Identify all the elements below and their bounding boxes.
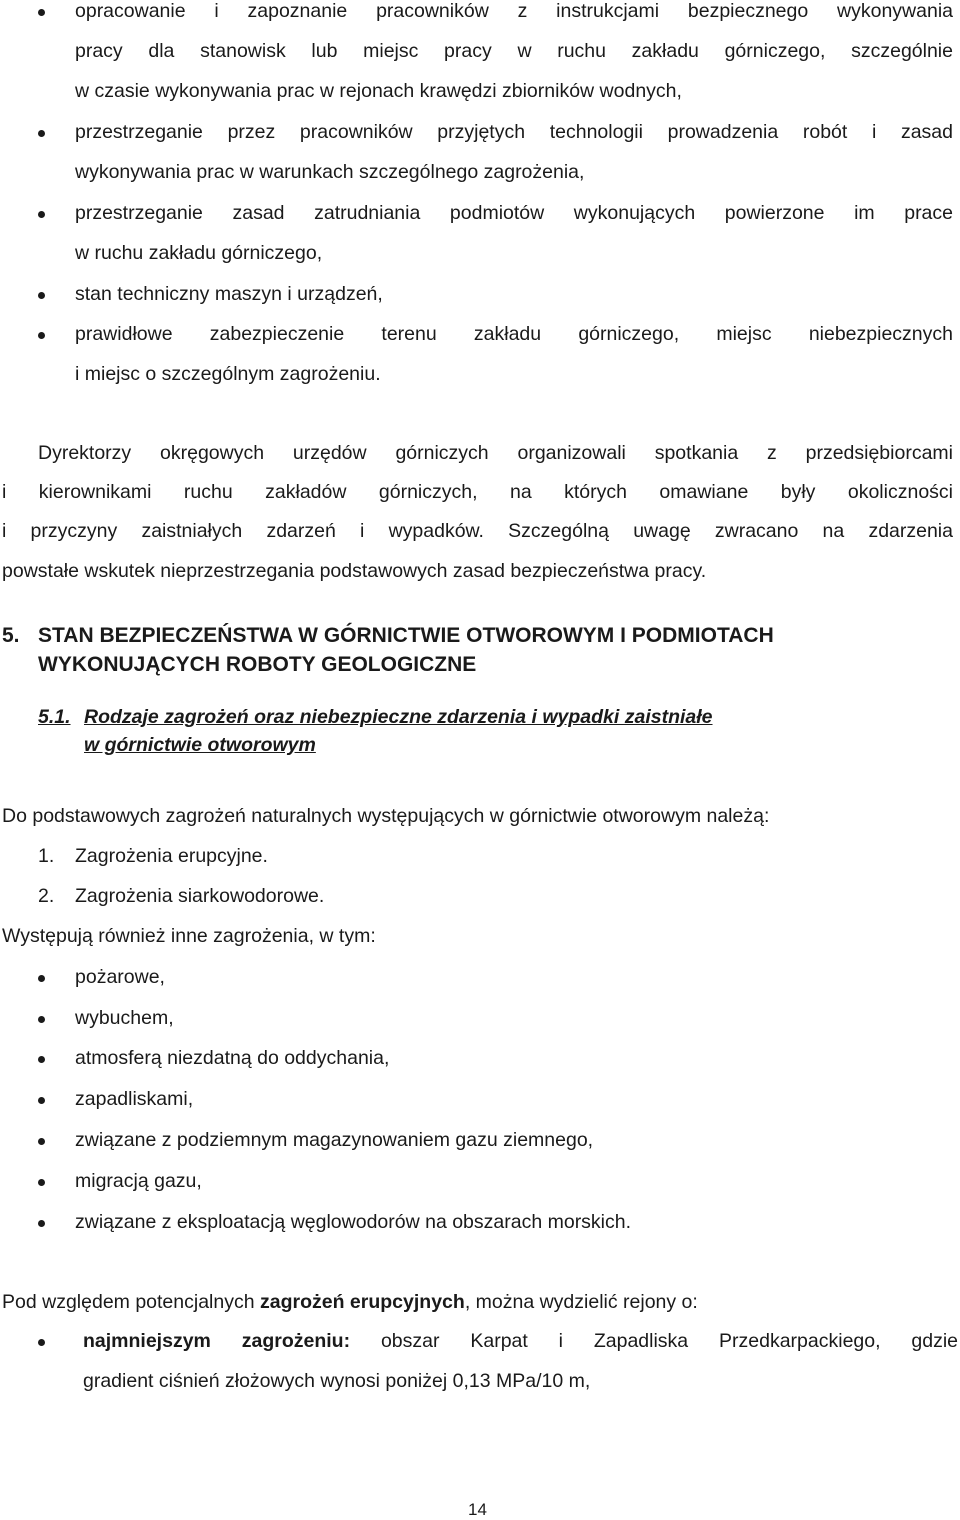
list-item-line: wykonywania prac w warunkach szczególnego zagrożenia, — [75, 161, 585, 183]
eruptive-bullet-rest: obszar Karpat i Zapadliska Przedkarpackiego, gdzie — [350, 1330, 959, 1352]
bullet-icon — [38, 1138, 45, 1145]
list-item-line: pracy dla stanowisk lub miejsc pracy w ruchu zakładu górniczego, szczególnie — [75, 40, 953, 62]
list-item: migracją gazu, — [75, 1170, 202, 1192]
bullet-icon — [38, 1220, 45, 1227]
eruptive-bullet-line: gradient ciśnień złożowych wynosi poniżej 0,13 MPa/10 m, — [83, 1370, 591, 1392]
bullet-icon — [38, 211, 45, 218]
list-item-line: w czasie wykonywania prac w rejonach krawędzi zbiorników wodnych, — [75, 80, 682, 102]
paragraph-line: i kierownikami ruchu zakładów górniczych, na których omawiane były okoliczności — [2, 481, 953, 503]
eruptive-intro-bold: zagrożeń erupcyjnych — [260, 1291, 465, 1313]
list-item-line: przestrzeganie zasad zatrudniania podmiotów wykonujących powierzone im prace — [75, 202, 953, 224]
list-item-text: Zagrożenia erupcyjne. — [75, 845, 268, 867]
list-item-line: przestrzeganie przez pracowników przyjętych technologii prowadzenia robót i zasad — [75, 121, 953, 143]
list-item: wybuchem, — [75, 1007, 174, 1029]
page-number: 14 — [468, 1500, 487, 1519]
eruptive-bullet-line — [83, 1330, 958, 1353]
list-item-text: Zagrożenia siarkowodorowe. — [75, 885, 325, 907]
subsection-number: 5.1. — [38, 706, 71, 728]
bullet-icon — [38, 1179, 45, 1186]
bullet-icon — [38, 130, 45, 137]
list-number: 2. — [38, 885, 55, 907]
list-item-line: stan techniczny maszyn i urządzeń, — [75, 283, 383, 305]
list-item: pożarowe, — [75, 966, 165, 988]
eruptive-bullet-bold: najmniejszym zagrożeniu: — [83, 1330, 351, 1352]
list-item: związane z eksploatacją węglowodorów na obszarach morskich. — [75, 1211, 632, 1233]
natural-hazards-intro: Do podstawowych zagrożeń naturalnych występujących w górnictwie otworowym należą: — [2, 805, 770, 827]
section-number: 5. — [2, 624, 20, 647]
list-item-line: prawidłowe zabezpieczenie terenu zakładu górniczego, miejsc niebezpiecznych — [75, 323, 953, 345]
list-item-line: w ruchu zakładu górniczego, — [75, 242, 323, 264]
bullet-icon — [38, 292, 45, 299]
paragraph-line: i przyczyny zaistniałych zdarzeń i wypadków. Szczególną uwagę zwracano na zdarzenia — [2, 520, 953, 542]
list-item-line: i miejsc o szczególnym zagrożeniu. — [75, 363, 381, 385]
eruptive-intro-after: , można wydzielić rejony o: — [464, 1291, 698, 1313]
section-title-line: WYKONUJĄCYCH ROBOTY GEOLOGICZNE — [38, 653, 477, 676]
subsection-title-line: w górnictwie otworowym — [84, 734, 316, 756]
bullet-icon — [38, 332, 45, 339]
bullet-icon — [38, 1097, 45, 1104]
eruptive-hazards-intro — [2, 1291, 698, 1314]
bullet-icon — [38, 1339, 45, 1346]
list-item: związane z podziemnym magazynowaniem gazu ziemnego, — [75, 1129, 594, 1151]
list-number: 1. — [38, 845, 55, 867]
list-item: atmosferą niezdatną do oddychania, — [75, 1047, 390, 1069]
bullet-icon — [38, 975, 45, 982]
other-hazards-intro: Występują również inne zagrożenia, w tym: — [2, 925, 376, 947]
subsection-title-line: Rodzaje zagrożeń oraz niebezpieczne zdarzenia i wypadki zaistniałe — [84, 706, 713, 728]
list-item-line: opracowanie i zapoznanie pracowników z instrukcjami bezpiecznego wykonywania — [75, 0, 953, 22]
bullet-icon — [38, 9, 45, 16]
eruptive-intro-before: Pod względem potencjalnych — [2, 1291, 260, 1313]
list-item: zapadliskami, — [75, 1088, 194, 1110]
section-title-line: STAN BEZPIECZEŃSTWA W GÓRNICTWIE OTWOROWYM I PODMIOTACH — [38, 624, 774, 647]
bullet-icon — [38, 1056, 45, 1063]
paragraph-line: Dyrektorzy okręgowych urzędów górniczych organizowali spotkania z przedsiębiorcami — [38, 442, 953, 464]
paragraph-line: powstałe wskutek nieprzestrzegania podstawowych zasad bezpieczeństwa pracy. — [2, 560, 707, 582]
bullet-icon — [38, 1016, 45, 1023]
